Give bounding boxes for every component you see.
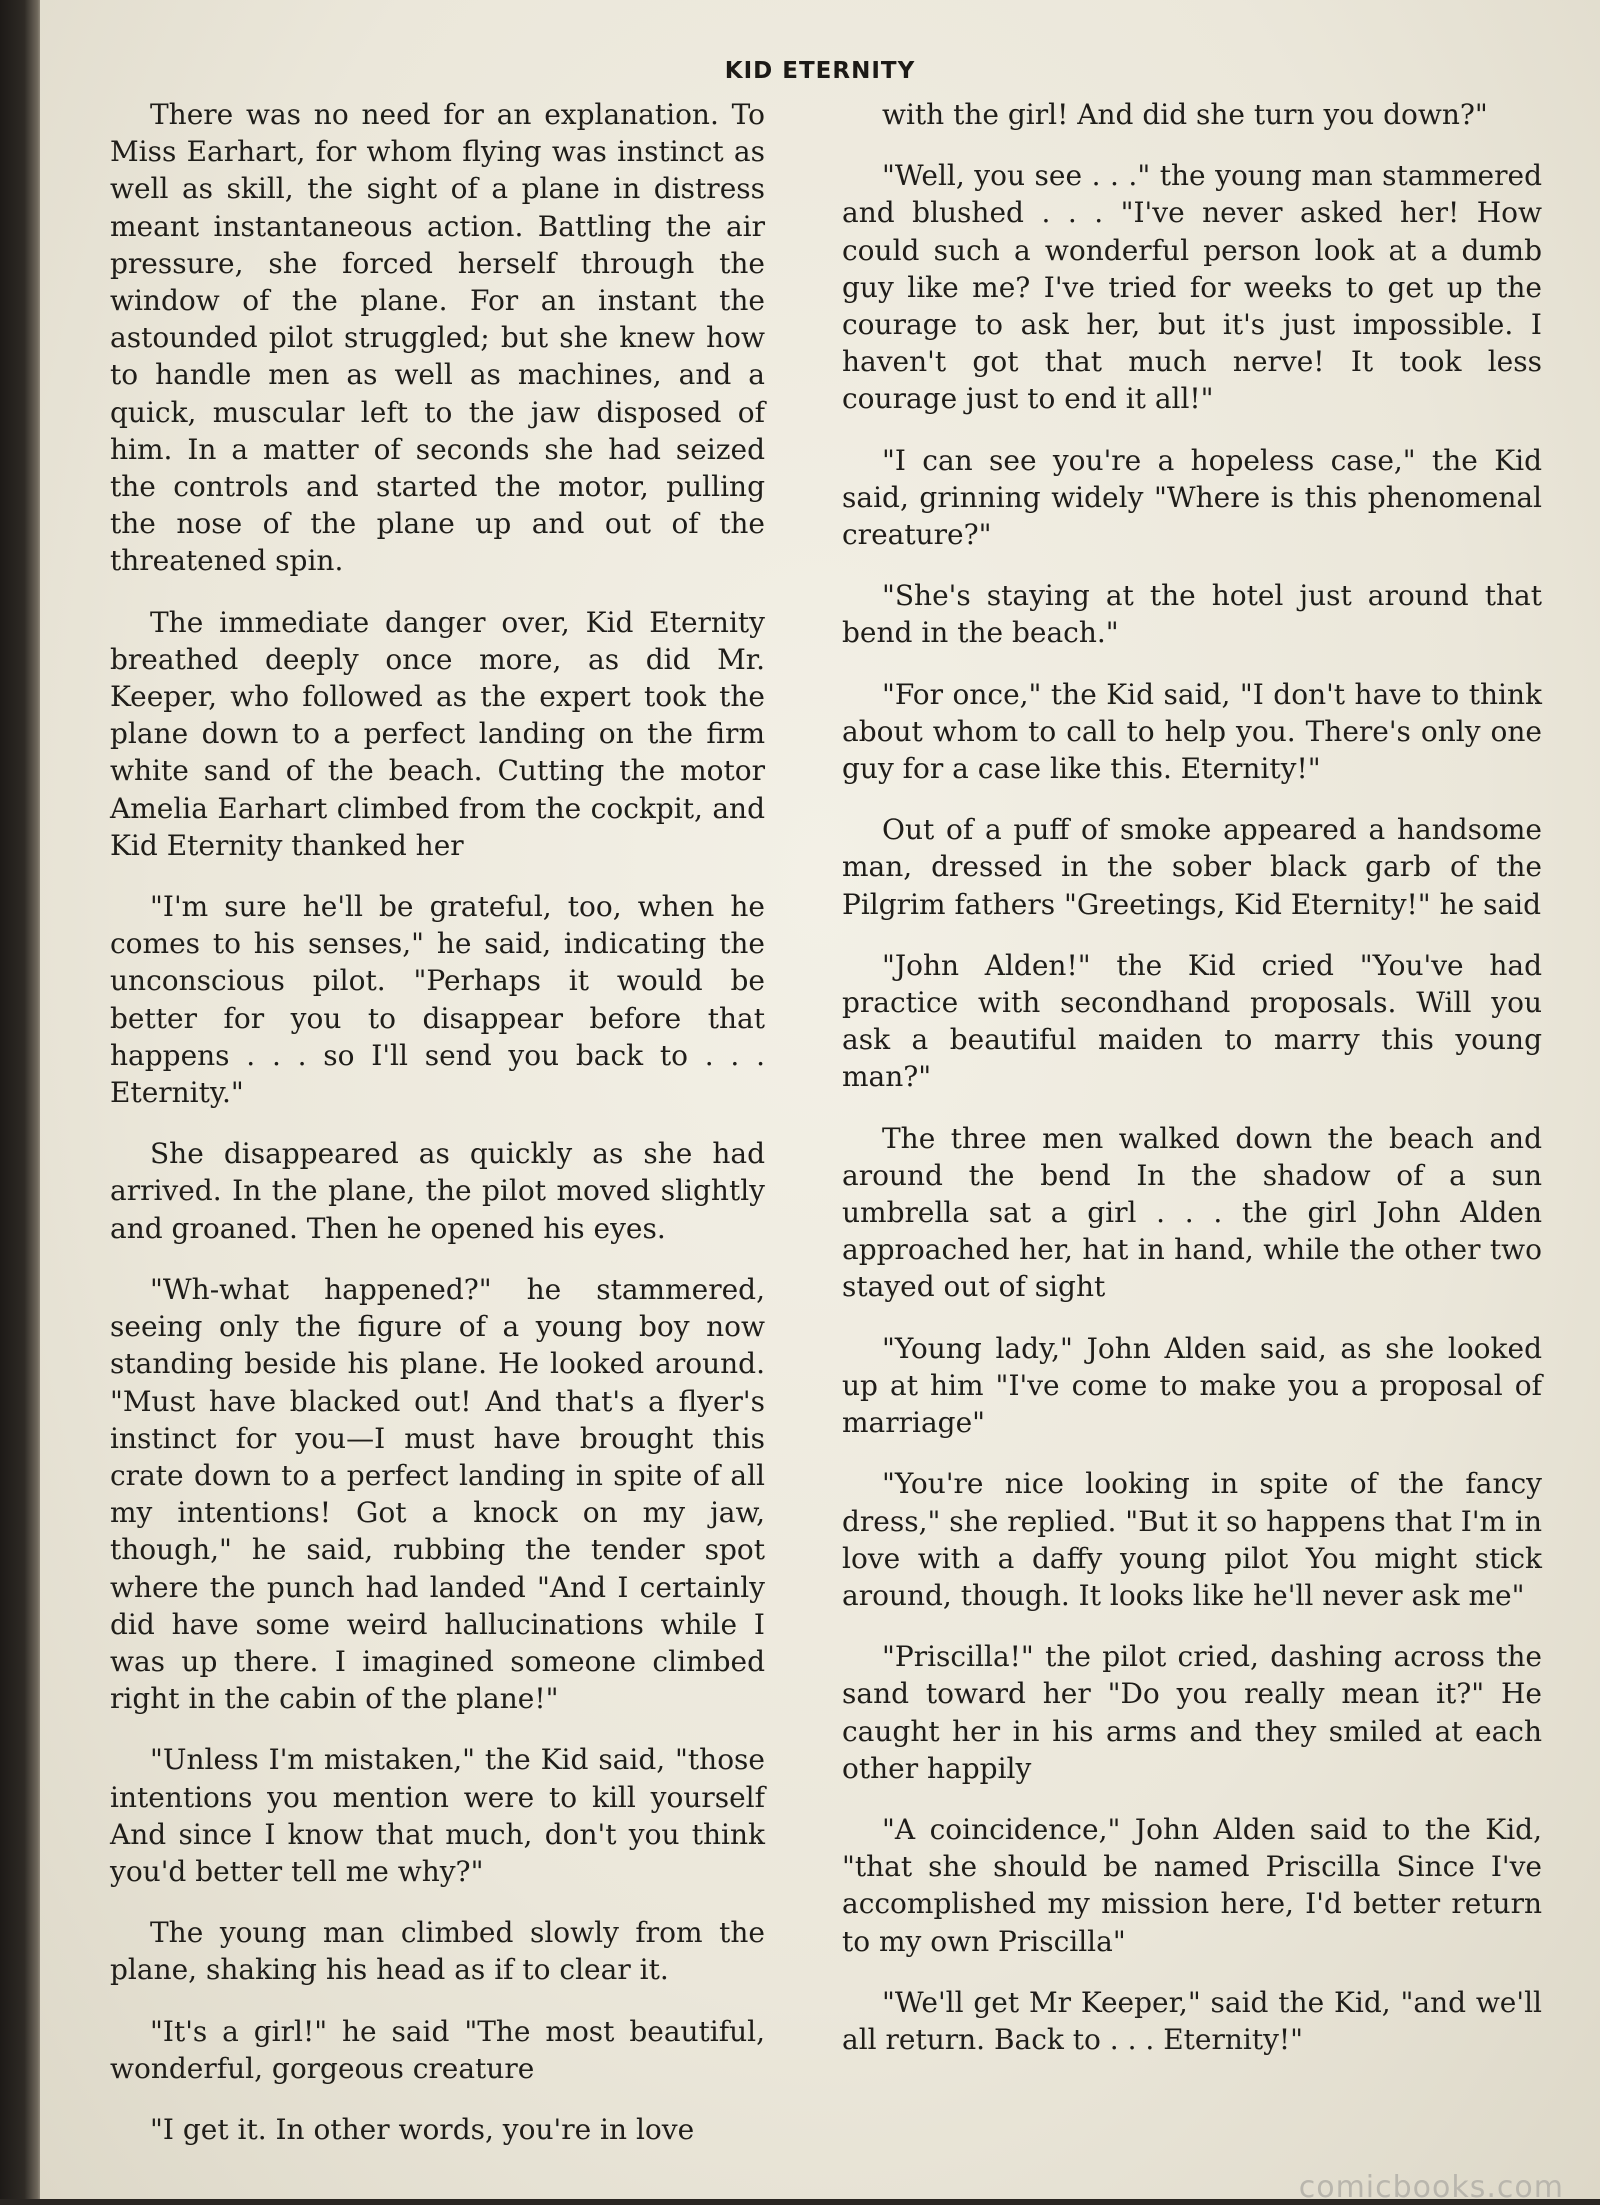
paragraph: "I'm sure he'll be grateful, too, when he comes to his senses," he said, indicating the unconscious pilot. "Perhaps it would be better for you to disappear before that happens . . . so I'll send you back to . . . Eternity." bbox=[110, 890, 765, 1110]
paragraph: "You're nice looking in spite of the fancy dress," she replied. "But it so happens that I'm in love with a daffy young pilot You might stick around, though. It looks like he'll never ask me" bbox=[842, 1467, 1542, 1612]
paragraph: There was no need for an explanation. To Miss Earhart, for whom flying was instinct as well as skill, the sight of a plane in distress meant instantaneous action. Battling the air pressure, she forced herself through the window of the plane. For an instant the astounded pilot struggled; but she knew how to handle men as well as machines, and a quick, muscular left to the jaw disposed of him. In a matter of seconds she had seized the controls and started the motor, pulling the nose of the plane up and out of the threatened spin. bbox=[110, 98, 765, 578]
paragraph: The three men walked down the beach and around the bend In the shadow of a sun umbrella sat a girl . . . the girl John Alden approached her, hat in hand, while the other two stayed out of sight bbox=[842, 1121, 1542, 1304]
paragraph: "For once," the Kid said, "I don't have to think about whom to call to help you. There's only one guy for a case like this. Eternity!" bbox=[842, 677, 1542, 786]
paragraph: "We'll get Mr Keeper," said the Kid, "and we'll all return. Back to . . . Eternity!" bbox=[842, 1985, 1542, 2056]
paragraph: The young man climbed slowly from the plane, shaking his head as if to clear it. bbox=[110, 1916, 765, 1987]
paragraph: "Unless I'm mistaken," the Kid said, "those intentions you mention were to kill yourself And since I know that much, don't you think you'd better tell me why?" bbox=[110, 1743, 765, 1888]
paragraph: Out of a puff of smoke appeared a handsome man, dressed in the sober black garb of the Pilgrim fathers "Greetings, Kid Eternity!" he said bbox=[842, 813, 1542, 921]
paragraph: "It's a girl!" he said "The most beautiful, wonderful, gorgeous creature bbox=[110, 2014, 765, 2085]
paragraph: with the girl! And did she turn you down?" bbox=[882, 98, 1488, 131]
book-spine bbox=[0, 0, 44, 2199]
paragraph: "Young lady," John Alden said, as she looked up at him "I've come to make you a proposal of marriage" bbox=[842, 1331, 1542, 1440]
paragraph: "She's staying at the hotel just around that bend in the beach." bbox=[842, 579, 1542, 650]
left-column bbox=[110, 96, 765, 2172]
paragraph: "A coincidence," John Alden said to the Kid, "that she should be named Priscilla Since I've accomplished my mission here, I'd better return to my own Priscilla" bbox=[842, 1812, 1542, 1958]
paragraph: She disappeared as quickly as she had arrived. In the plane, the pilot moved slightly and groaned. Then he opened his eyes. bbox=[110, 1137, 765, 1245]
paragraph: "Priscilla!" the pilot cried, dashing across the sand toward her "Do you really mean it?" He caught her in his arms and they smiled at each other happily bbox=[842, 1640, 1542, 1785]
page-header: KID ETERNITY bbox=[724, 58, 916, 84]
comic-page bbox=[40, 0, 1600, 2199]
paragraph: "Wh-what happened?" he stammered, seeing only the figure of a young boy now standing beside his plane. He looked around. "Must have blacked out! And that's a flyer's instinct for you—I must have brought this crate down to a perfect landing in spite of all my intentions! Got a knock on my jaw, though," he said, rubbing the tender spot where the punch had landed "And I certainly did have some weird hallucinations while I was up there. I imagined someone climbed right in the cabin of the plane!" bbox=[110, 1272, 765, 1716]
paragraph: "Well, you see . . ." the young man stammered and blushed . . . "I've never asked her! How could such a wonderful person look at a dumb guy like me? I've tried for weeks to get up the courage to ask her, but it's just impossible. I haven't got that much nerve! It took less courage just to end it all!" bbox=[842, 159, 1542, 416]
paragraph: "John Alden!" the Kid cried "You've had practice with secondhand proposals. Will you ask a beautiful maiden to marry this young man?" bbox=[842, 948, 1542, 1094]
watermark: comicbooks.com bbox=[1298, 2170, 1564, 2205]
paragraph: "I can see you're a hopeless case," the Kid said, grinning widely "Where is this phenomenal creature?" bbox=[842, 443, 1542, 552]
right-column bbox=[842, 96, 1542, 2082]
paragraph: "I get it. In other words, you're in love bbox=[150, 2112, 695, 2146]
paragraph: The immediate danger over, Kid Eternity breathed deeply once more, as did Mr. Keeper, who followed as the expert took the plane down to a perfect landing on the firm white sand of the beach. Cutting the motor Amelia Earhart climbed from the cockpit, and Kid Eternity thanked her bbox=[110, 605, 765, 862]
